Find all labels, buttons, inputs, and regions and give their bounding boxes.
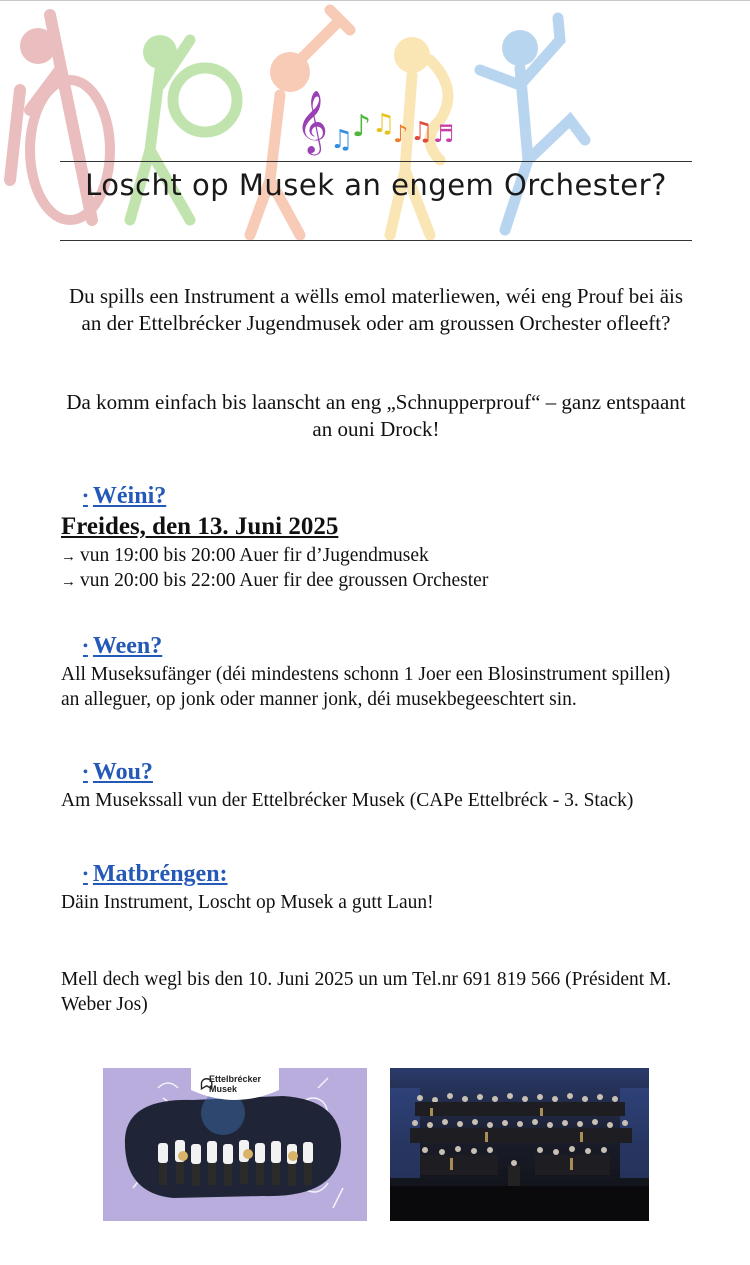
where-text: Am Musekssall vun der Ettelbrécker Musek (CAPe Ettelbréck - 3. Stack): [61, 790, 634, 811]
svg-text:♫: ♫: [410, 117, 434, 147]
svg-text:♬: ♬: [433, 120, 455, 148]
where-heading: • Wou?: [83, 759, 153, 785]
svg-text:♪: ♪: [393, 120, 409, 148]
schedule-line-1: → vun 19:00 bis 20:00 Auer fir d’Jugendmusek: [61, 545, 429, 566]
svg-text:Ettelbrécker: Ettelbrécker: [209, 1074, 262, 1084]
orchestra-photo: [390, 1068, 649, 1221]
intro-paragraph-2: Da komm einfach bis laanscht an eng „Schnupperprouf“ – ganz entspaant an ouni Drock!: [66, 390, 686, 441]
page-title: Loscht op Musek an engem Orchester?: [85, 168, 667, 202]
title-rule-top: [60, 161, 692, 162]
intro-paragraph-1: Du spills een Instrument a wëlls emol materliewen, wéi eng Prouf bei äis an der Ettelbrécker Jugendmusek oder am groussen Orchester ofleeft?: [68, 284, 684, 335]
who-heading: • Ween?: [83, 633, 163, 659]
svg-text:♪: ♪: [352, 109, 372, 144]
svg-text:𝄞: 𝄞: [296, 90, 328, 153]
svg-text:♫: ♫: [372, 109, 396, 139]
bring-text: Däin Instrument, Loscht op Musek a gutt Laun!: [61, 892, 434, 913]
schedule-line-2: → vun 20:00 bis 22:00 Auer fir dee groussen Orchester: [61, 570, 489, 591]
arrow-right-icon: →: [61, 549, 76, 565]
svg-text:Musek: Musek: [209, 1084, 238, 1094]
music-notes-icon: [296, 90, 455, 156]
event-date: Freides, den 13. Juni 2025: [61, 513, 339, 540]
header-banner: [0, 0, 750, 260]
youth-band-photo: [103, 1068, 367, 1221]
arrow-right-icon: →: [61, 574, 76, 590]
musicians-illustration: [0, 0, 750, 260]
who-text: All Museksufänger (déi mindestens schonn 1 Joer een Blosinstrument spillen) an alleguer, op jonk oder manner jonk, déi musekbegeeschtert sin.: [61, 664, 671, 710]
title-rule-bottom: [60, 240, 692, 241]
bring-heading: • Matbréngen:: [83, 861, 228, 887]
svg-text:♫: ♫: [330, 125, 354, 155]
when-heading: • Wéini?: [83, 483, 167, 509]
svg-text:ᗣ: ᗣ: [200, 1077, 214, 1094]
contact-text: Mell dech wegl bis den 10. Juni 2025 un um Tel.nr 691 819 566 (Président M. Weber Jos): [61, 969, 672, 1015]
